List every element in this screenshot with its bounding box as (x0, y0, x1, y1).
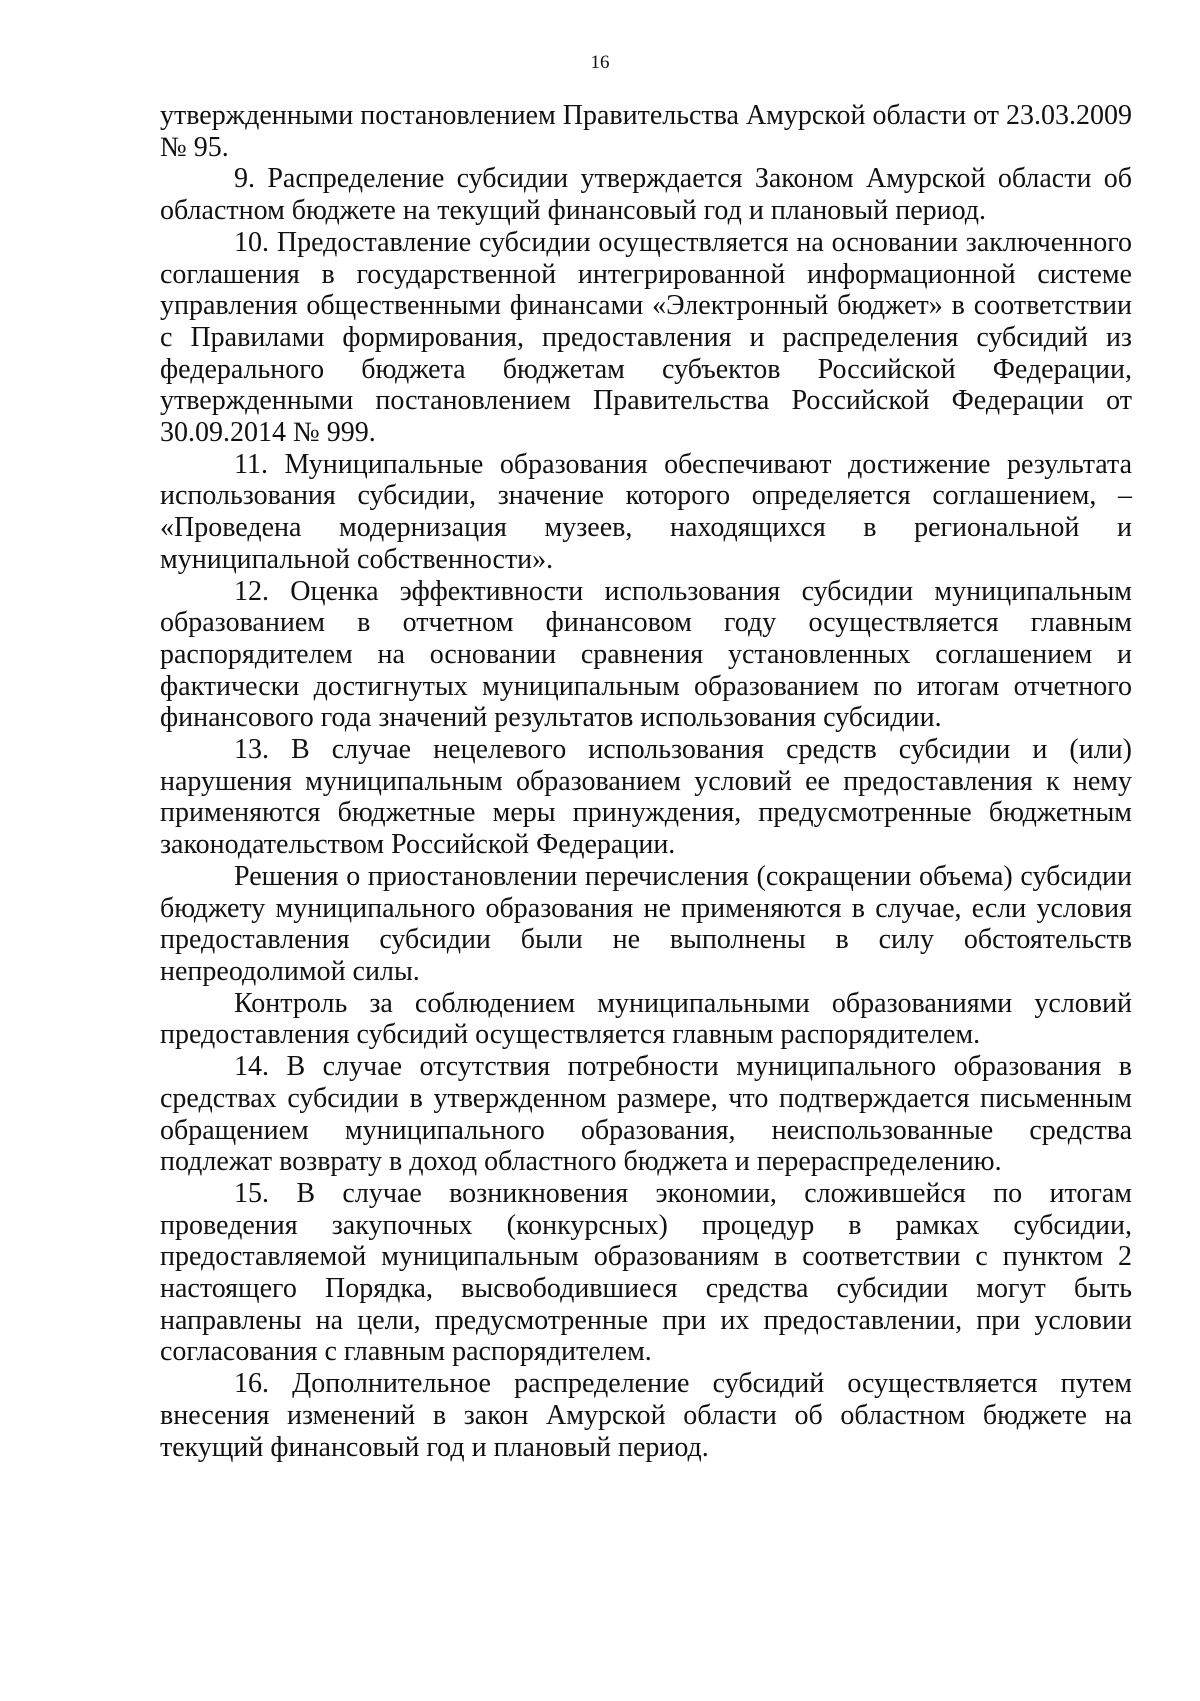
paragraph-item-9: 9. Распределение субсидии утверждается Законом Амурской области об областном бюджете на текущий финансовый год и плановый период. (160, 163, 1132, 227)
paragraph-item-12: 12. Оценка эффективности использования субсидии муниципальным образованием в отчетном финансовом году осуществляется главным распорядителем на основании сравнения установленных соглашением и фактически достигнутых муниципальным образованием по итогам отчетного финансового года значений результатов использования субсидии. (160, 575, 1132, 734)
paragraph-item-15: 15. В случае возникновения экономии, сложившейся по итогам проведения закупочных (конкурсных) процедур в рамках субсидии, предоставляемой муниципальным образованиям в соответствии с пунктом 2 настоящего Порядка, высвободившиеся средства субсидии могут быть направлены на цели, предусмотренные при их предоставлении, при условии согласования с главным распорядителем. (160, 1177, 1132, 1368)
paragraph-suspension-decisions: Решения о приостановлении перечисления (сокращении объема) субсидии бюджету муниципального образования не применяются в случае, если условия предоставления субсидии были не выполнены в силу обстоятельств непреодолимой силы. (160, 860, 1132, 987)
paragraph-control: Контроль за соблюдением муниципальными образованиями условий предоставления субсидий осуществляется главным распорядителем. (160, 987, 1132, 1051)
paragraph-item-14: 14. В случае отсутствия потребности муниципального образования в средствах субсидии в утвержденном размере, что подтверждается письменным обращением муниципального образования, неиспользованные средства подлежат возврату в доход областного бюджета и перераспределению. (160, 1051, 1132, 1178)
document-body (160, 100, 1132, 1463)
paragraph-item-16: 16. Дополнительное распределение субсидий осуществляется путем внесения изменений в закон Амурской области об областном бюджете на текущий финансовый год и плановый период. (160, 1368, 1132, 1463)
paragraph-item-11: 11. Муниципальные образования обеспечивают достижение результата использования субсидии, значение которого определяется соглашением, – «Проведена модернизация музеев, находящихся в региональной и муниципальной собственности». (160, 448, 1132, 575)
paragraph-item-10: 10. Предоставление субсидии осуществляется на основании заключенного соглашения в государственной интегрированной информационной системе управления общественными финансами «Электронный бюджет» в соответствии с Правилами формирования, предоставления и распределения субсидий из федерального бюджета бюджетам субъектов Российской Федерации, утвержденными постановлением Правительства Российской Федерации от 30.09.2014 № 999. (160, 226, 1132, 449)
paragraph-item-13: 13. В случае нецелевого использования средств субсидии и (или) нарушения муниципальным образованием условий ее предоставления к нему применяются бюджетные меры принуждения, предусмотренные бюджетным законодательством Российской Федерации. (160, 734, 1132, 861)
page-number: 16 (590, 52, 610, 73)
paragraph-continuation: утвержденными постановлением Правительства Амурской области от 23.03.2009 № 95. (160, 100, 1132, 163)
